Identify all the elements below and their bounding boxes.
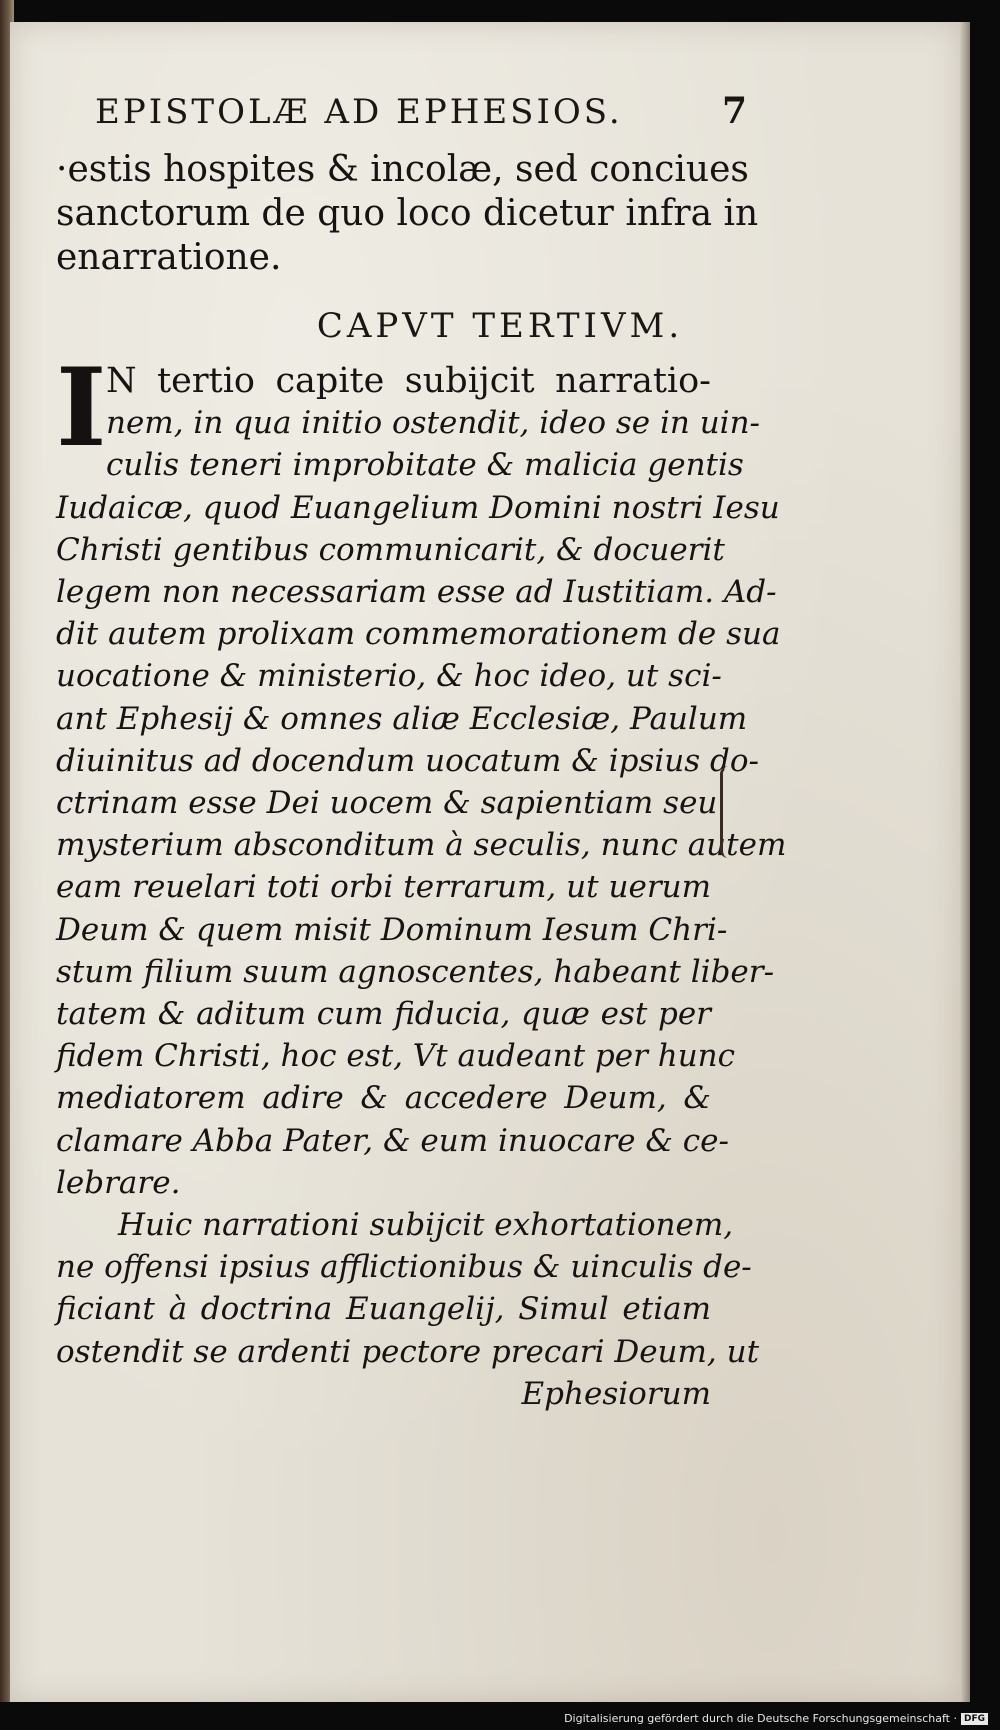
text-line: mediatorem adire & accedere Deum, & — [56, 1080, 711, 1117]
opening-text — [56, 148, 759, 280]
text-line: clamare Abba Pater, & eum inuocare & ce- — [56, 1122, 729, 1159]
page-edge-shadow — [960, 22, 970, 1702]
digitization-credit — [564, 1712, 988, 1725]
text-line: Christi gentibus communicarit, & docuerit — [56, 531, 725, 568]
text-line: ficiant à doctrina Euangelij, Simul etiam — [56, 1291, 711, 1328]
text-line: tatem & aditum cum fiducia, quæ est per — [56, 996, 711, 1033]
running-head: EPISTOLÆ AD EPHESIOS. — [95, 92, 623, 132]
text-line: uocatione & ministerio, & hoc ideo, ut sci- — [56, 658, 722, 695]
dfg-logo: DFG — [961, 1713, 988, 1725]
chapter-heading: CAPVT TERTIVM. — [316, 306, 684, 346]
text-line: Huic narrationi subijcit exhortationem, — [118, 1207, 734, 1244]
text-line: sanctorum de quo loco dicetur infra in — [56, 193, 759, 234]
chapter-body — [56, 345, 787, 1415]
page-number: 7 — [722, 90, 748, 132]
text-line: ctrinam esse Dei uocem & sapientiam seu — [56, 785, 718, 822]
text-line: legem non necessariam esse ad Iustitiam. Ad- — [56, 574, 777, 611]
text-line: enarratione. — [56, 237, 282, 278]
text-line: eam reuelari toti orbi terrarum, ut uerum — [56, 869, 711, 906]
credit-text: Digitalisierung gefördert durch die Deutsche Forschungsgemeinschaft · — [564, 1712, 957, 1725]
text-line: lebrare. — [56, 1164, 181, 1201]
catchword: Ephesiorum — [521, 1375, 711, 1412]
text-line: dit autem prolixam commemorationem de sua — [56, 616, 781, 653]
text-line: N tertio capite subijcit narratio- — [106, 361, 711, 401]
text-line: nem, in qua initio ostendit, ideo se in uin- — [106, 405, 761, 442]
text-line: ant Ephesij & omnes aliæ Ecclesiæ, Paulum — [56, 700, 748, 737]
drop-cap-initial: I — [56, 345, 107, 471]
text-line: Deum & quem misit Dominum Iesum Chri- — [56, 911, 728, 948]
text-line: Iudaicæ, quod Euangelium Domini nostri Iesu — [56, 489, 780, 526]
text-line: ·estis hospites & incolæ, sed conciues — [56, 149, 749, 190]
text-line: stum filium suum agnoscentes, habeant liber- — [56, 953, 775, 990]
text-line: mysterium absconditum à seculis, nunc autem — [56, 827, 787, 864]
margin-bracket-mark — [720, 766, 737, 858]
text-line: diuinitus ad docendum uocatum & ipsius do- — [56, 742, 760, 779]
text-line: ostendit se ardenti pectore precari Deum, ut — [56, 1333, 760, 1370]
text-line: ne offensi ipsius afflictionibus & uinculis de- — [56, 1249, 752, 1286]
text-line: culis teneri improbitate & malicia gentis — [106, 447, 744, 484]
text-line: fidem Christi, hoc est, Vt audeant per hunc — [56, 1038, 736, 1075]
